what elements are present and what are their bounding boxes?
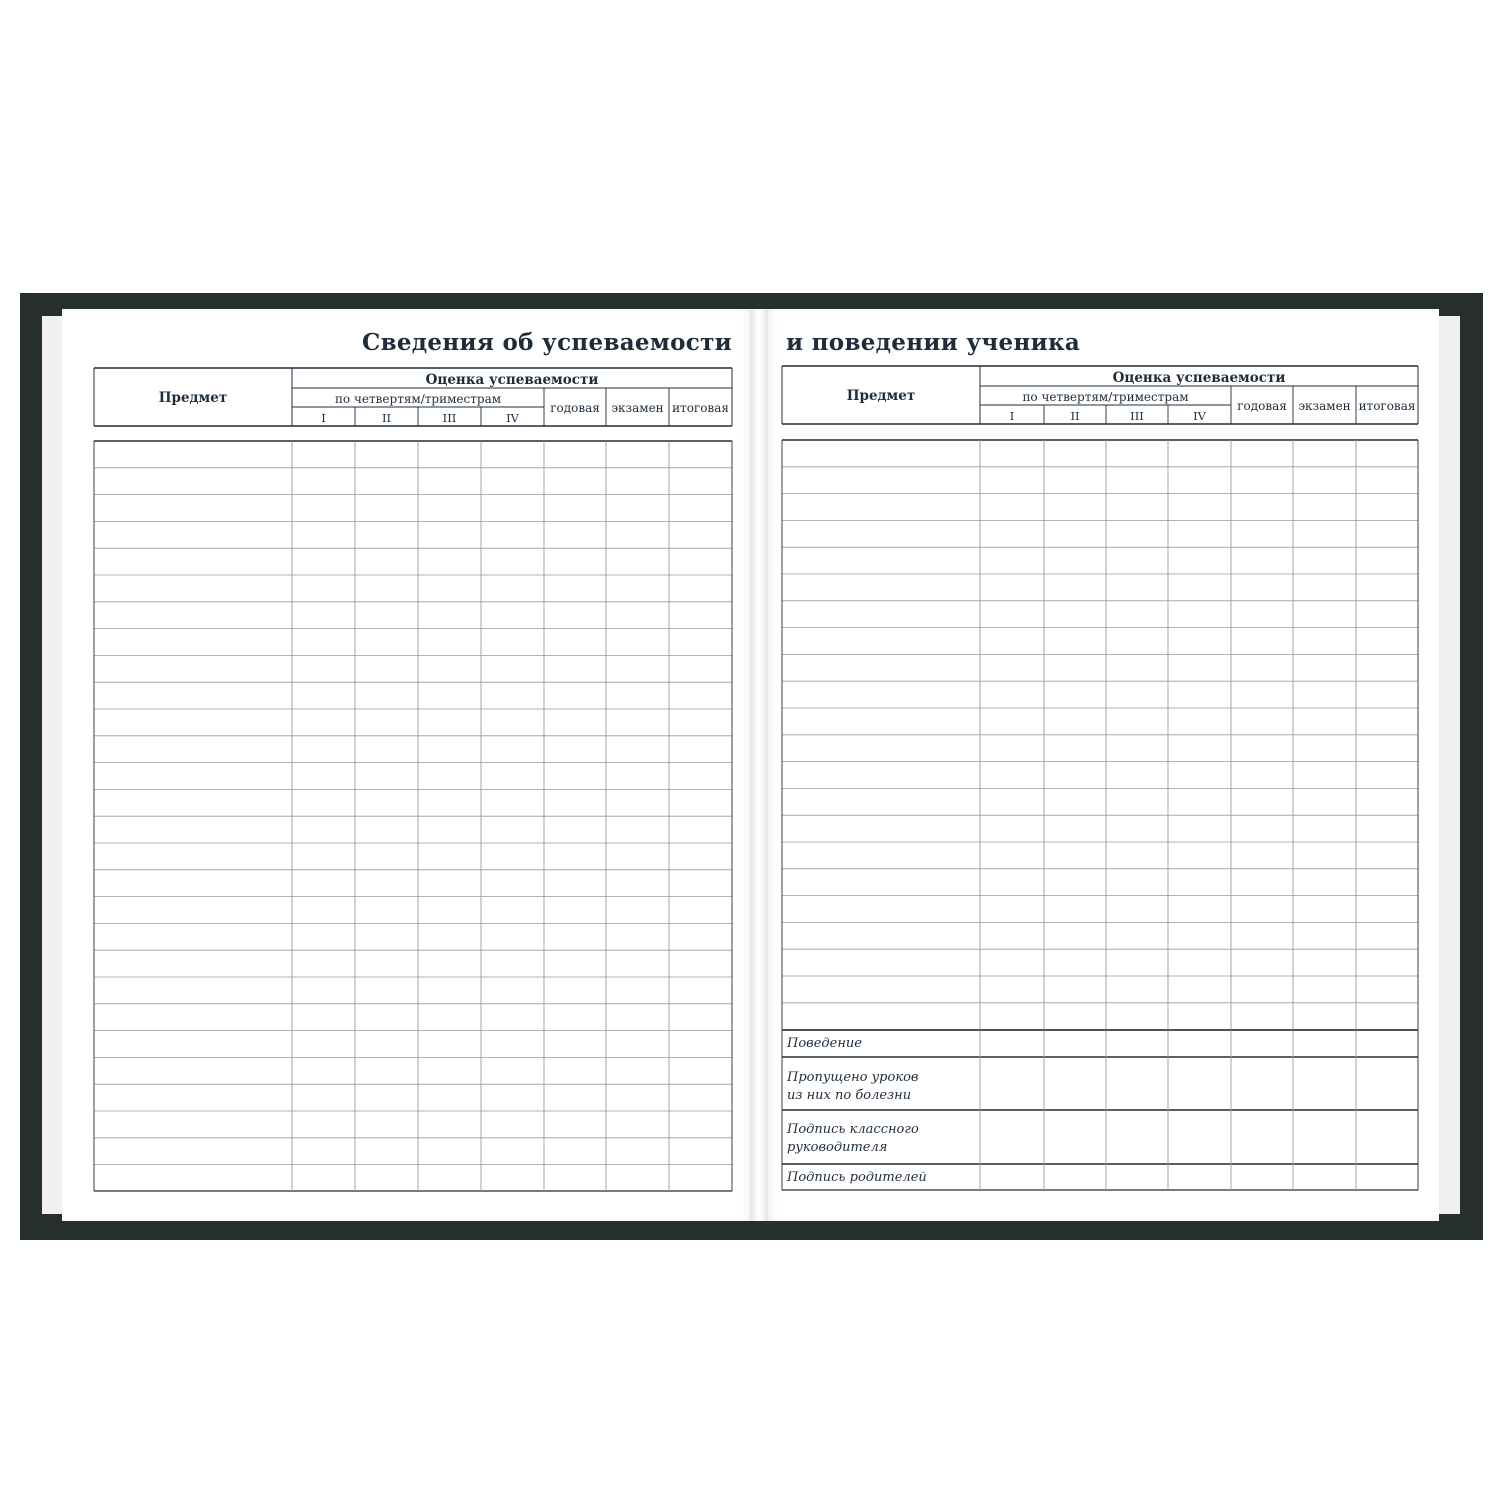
- missed-lessons-label-line2: из них по болезни: [787, 1088, 912, 1103]
- header-exam-label: экзамен: [611, 401, 664, 415]
- behavior-label: Поведение: [787, 1036, 862, 1051]
- header-exam-label: экзамен: [1298, 399, 1351, 413]
- header-subject-label: Предмет: [846, 388, 916, 404]
- header-term-label: IV: [506, 411, 519, 425]
- header-term-label: II: [1070, 409, 1080, 423]
- header-term-group-label: по четвертям/триместрам: [1022, 390, 1189, 404]
- header-term-label: III: [442, 411, 457, 425]
- header-subject-label: Предмет: [158, 390, 228, 406]
- page-edge-right: [1436, 316, 1460, 1214]
- header-term-label: IV: [1193, 409, 1206, 423]
- header-grade-group-label: Оценка успеваемости: [1112, 370, 1286, 386]
- parent-signature-label: Подпись родителей: [787, 1170, 927, 1185]
- header-term-group-label: по четвертям/триместрам: [334, 392, 502, 406]
- header-annual-label: годовая: [550, 401, 600, 415]
- header-term-label: I: [1009, 409, 1015, 423]
- header-term-label: II: [381, 411, 392, 425]
- header-annual-label: годовая: [1237, 399, 1287, 413]
- header-grade-group-label: Оценка успеваемости: [425, 372, 599, 388]
- teacher-signature-label-line1: Подпись классного: [787, 1122, 919, 1137]
- missed-lessons-label-line1: Пропущено уроков: [787, 1070, 919, 1085]
- book-gutter: [750, 309, 768, 1221]
- right-page-title: и поведении ученика: [786, 329, 1081, 356]
- header-final-label: итоговая: [672, 401, 729, 415]
- header-final-label: итоговая: [1358, 399, 1416, 413]
- header-term-label: III: [1130, 409, 1144, 423]
- header-term-label: I: [321, 411, 326, 425]
- teacher-signature-label-line2: руководителя: [787, 1140, 888, 1155]
- left-page-title: Сведения об успеваемости: [361, 329, 732, 356]
